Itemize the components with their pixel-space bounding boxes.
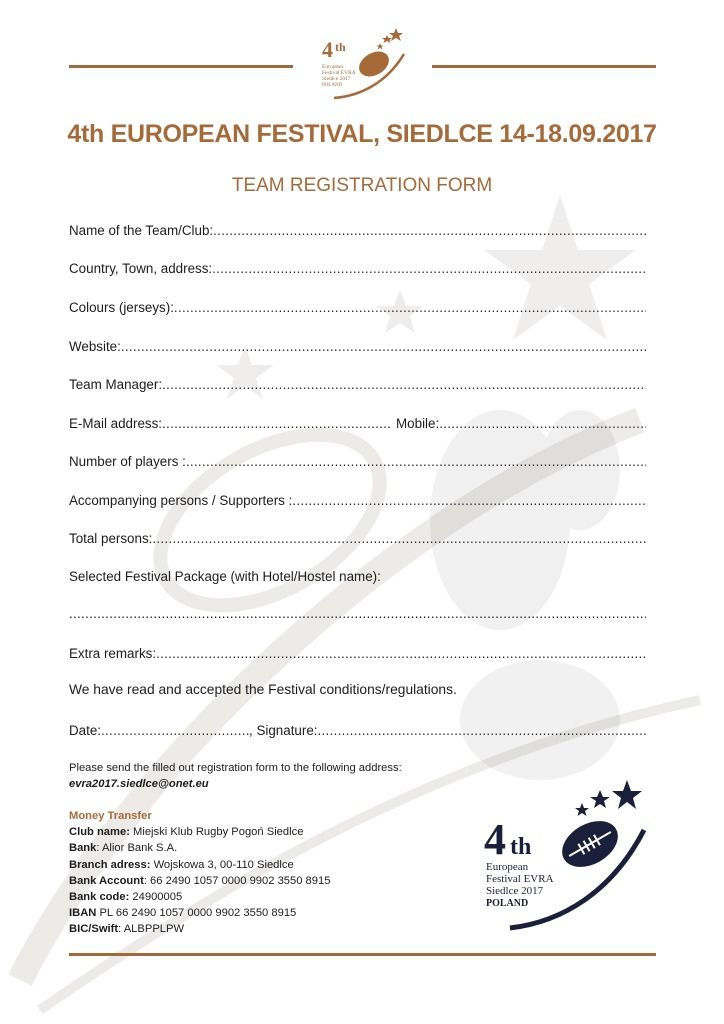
watermark-player-3 bbox=[460, 660, 620, 780]
logo-line4: POLAND bbox=[322, 83, 343, 88]
package-field bbox=[69, 568, 646, 586]
bank-label: Bank bbox=[69, 842, 97, 855]
accompanying-field[interactable] bbox=[69, 492, 646, 510]
logo-star-icon bbox=[377, 43, 384, 50]
email-label: E-Mail address: bbox=[69, 416, 163, 431]
top-rule-right bbox=[432, 65, 656, 68]
club-label: Club name: bbox=[69, 826, 130, 839]
date-signature-field[interactable] bbox=[69, 722, 646, 740]
account-value: : 66 2490 1057 0000 9902 3550 8915 bbox=[143, 874, 331, 887]
account-label: Bank Account bbox=[69, 874, 144, 887]
signature-blank[interactable] bbox=[318, 722, 647, 740]
remarks-blank[interactable] bbox=[156, 645, 646, 663]
bic-label: BIC/Swift bbox=[69, 923, 119, 936]
bic-row bbox=[69, 921, 330, 937]
country-field[interactable] bbox=[69, 260, 646, 278]
logo-line3: Siedlce 2017 bbox=[322, 76, 351, 82]
package-blank[interactable] bbox=[69, 605, 646, 623]
branch-value: Wojskowa 3, 00-110 Siedlce bbox=[150, 858, 294, 871]
signature-label: , Signature: bbox=[249, 723, 318, 738]
package-label: Selected Festival Package (with Hotel/Hostel name): bbox=[69, 569, 381, 584]
website-field[interactable] bbox=[69, 338, 646, 356]
logo-star-icon bbox=[382, 35, 392, 43]
code-label: Bank code: bbox=[69, 891, 130, 904]
club-value: Miejski Klub Rugby Pogoń Siedlce bbox=[129, 826, 304, 839]
logo-line4: POLAND bbox=[486, 898, 529, 909]
total-label: Total persons: bbox=[69, 531, 153, 546]
date-label: Date: bbox=[69, 723, 102, 738]
manager-field[interactable] bbox=[69, 376, 646, 394]
account-row bbox=[69, 873, 330, 889]
mobile-blank[interactable] bbox=[439, 415, 646, 433]
top-rule-left bbox=[69, 65, 293, 68]
bank-row bbox=[69, 840, 330, 856]
send-instructions bbox=[69, 760, 402, 792]
logo-line1: European bbox=[322, 64, 344, 70]
remarks-label: Extra remarks: bbox=[69, 646, 157, 661]
page-title: 4th EUROPEAN FESTIVAL, SIEDLCE 14-18.09.2017 bbox=[67, 120, 657, 148]
mobile-label: Mobile: bbox=[396, 416, 440, 431]
players-field[interactable] bbox=[69, 453, 646, 471]
bank-value: : Alior Bank S.A. bbox=[96, 842, 178, 855]
iban-label: IBAN bbox=[69, 907, 97, 920]
send-email[interactable]: evra2017.siedlce@onet.eu bbox=[69, 778, 209, 790]
money-transfer bbox=[69, 808, 330, 938]
remarks-field[interactable] bbox=[69, 645, 646, 663]
code-row bbox=[69, 889, 330, 905]
form-subtitle: TEAM REGISTRATION FORM bbox=[231, 175, 493, 196]
logo-suffix: th bbox=[510, 834, 532, 860]
email-blank[interactable] bbox=[162, 415, 390, 433]
festival-logo-bottom bbox=[482, 772, 652, 932]
manager-blank[interactable] bbox=[162, 376, 646, 394]
logo-number: 4 bbox=[322, 37, 333, 62]
logo-number: 4 bbox=[484, 815, 506, 864]
total-blank[interactable] bbox=[152, 530, 646, 548]
colours-blank[interactable] bbox=[174, 299, 646, 317]
logo-suffix: th bbox=[335, 40, 346, 54]
logo-line1: European bbox=[486, 861, 529, 873]
players-label: Number of players : bbox=[69, 454, 186, 469]
branch-row bbox=[69, 857, 330, 873]
send-text: Please send the filled out registration form to the following address: bbox=[69, 762, 402, 774]
branch-label: Branch adress: bbox=[69, 858, 151, 871]
players-blank[interactable] bbox=[186, 453, 646, 471]
colours-label: Colours (jerseys): bbox=[69, 300, 174, 315]
team-name-field[interactable] bbox=[69, 222, 646, 240]
website-blank[interactable] bbox=[121, 338, 646, 356]
logo-star-icon bbox=[590, 790, 610, 808]
logo-line2: Festival EVRA bbox=[486, 873, 554, 885]
code-value: 24900005 bbox=[129, 891, 183, 904]
logo-star-icon bbox=[612, 780, 642, 809]
logo-star-icon bbox=[575, 803, 589, 816]
logo-star-icon bbox=[389, 28, 403, 41]
date-blank[interactable] bbox=[101, 722, 249, 740]
logo-line3: Siedlce 2017 bbox=[486, 885, 544, 897]
email-mobile-field[interactable] bbox=[69, 415, 646, 433]
logo-line2: Festival EVRA bbox=[322, 70, 356, 76]
conditions-statement: We have read and accepted the Festival conditions/regulations. bbox=[69, 682, 457, 697]
team-name-label: Name of the Team/Club: bbox=[69, 223, 214, 238]
country-blank[interactable] bbox=[212, 260, 646, 278]
iban-value: PL 66 2490 1057 0000 9902 3550 8915 bbox=[96, 907, 297, 920]
club-row bbox=[69, 824, 330, 840]
festival-logo-top bbox=[314, 24, 414, 104]
colours-field[interactable] bbox=[69, 299, 646, 317]
total-field[interactable] bbox=[69, 530, 646, 548]
accompanying-label: Accompanying persons / Supporters : bbox=[69, 493, 293, 508]
iban-row bbox=[69, 905, 330, 921]
team-name-blank[interactable] bbox=[213, 222, 646, 240]
website-label: Website: bbox=[69, 339, 121, 354]
bottom-rule bbox=[69, 953, 656, 956]
accompanying-blank[interactable] bbox=[292, 492, 646, 510]
bic-value: : ALBPPLPW bbox=[118, 923, 185, 936]
manager-label: Team Manager: bbox=[69, 377, 163, 392]
money-transfer-title: Money Transfer bbox=[69, 810, 152, 822]
country-label: Country, Town, address: bbox=[69, 261, 213, 276]
